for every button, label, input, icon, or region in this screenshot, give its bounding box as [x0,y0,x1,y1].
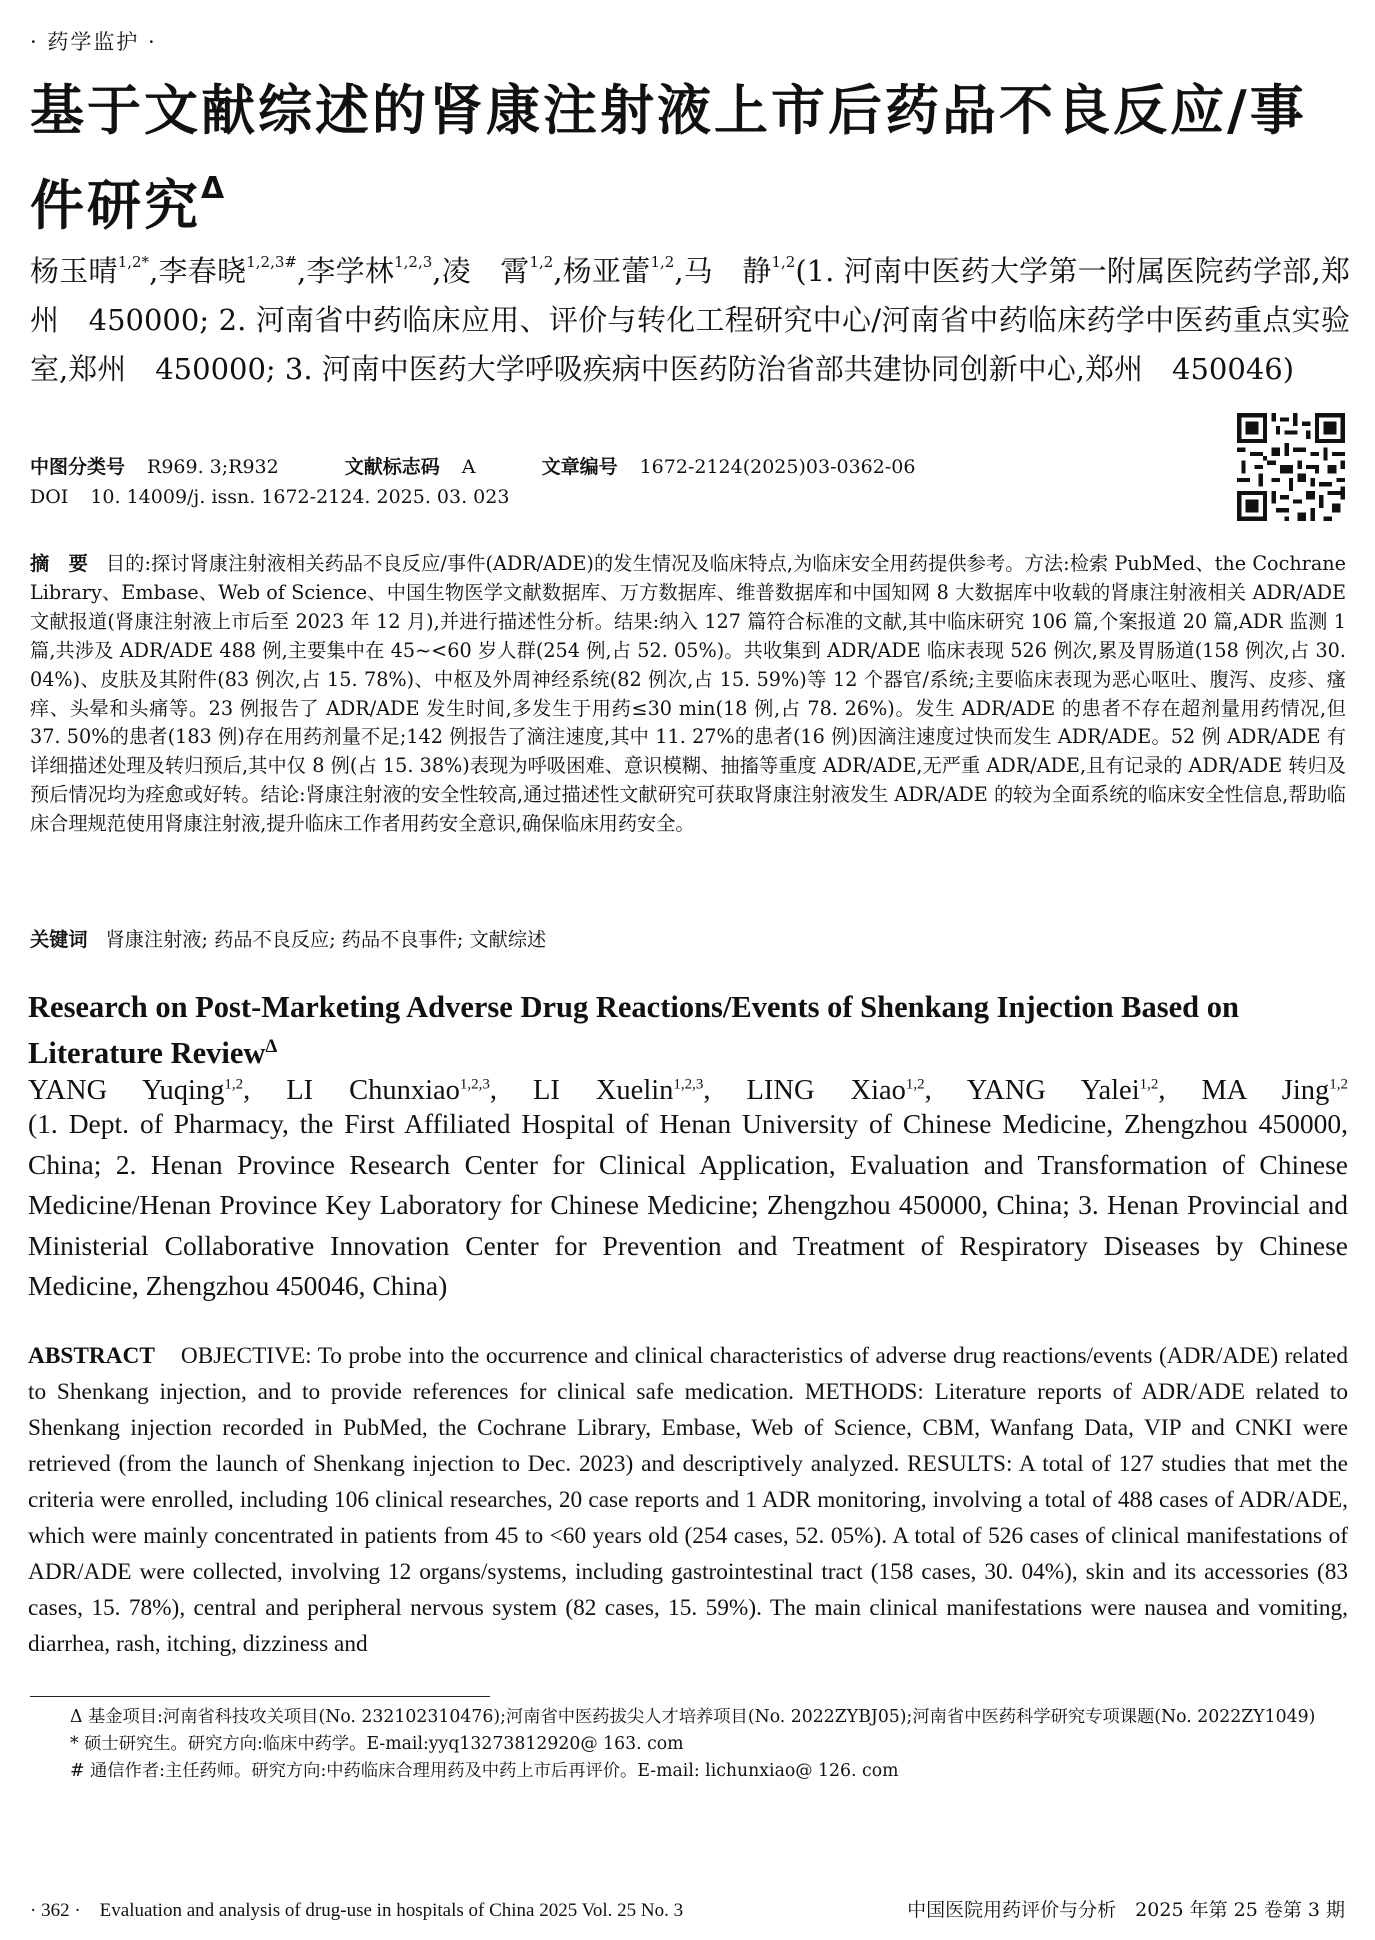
author [286,1075,490,1106]
author-name: LI Xuelin [533,1074,674,1106]
running-footer-left: · 362 · Evaluation and analysis of drug-use in hospitals of China 2025 Vol. 25 No. 3 [30,1900,684,1921]
doi-row [30,486,509,508]
footnote-funding: Δ 基金项目:河南省科技攻关项目(No. 232102310476);河南省中医药拔尖人才培养项目(No. 2022ZYBJ05);河南省中医药科学研究专项课题(No. 2022ZY1049) [70,1707,1316,1727]
author [747,1075,925,1106]
author-affiliation-mark: 1,2,3 [459,1076,490,1092]
author-name: LI Chunxiao [286,1074,460,1106]
classification-row [30,452,975,479]
author-affiliation-mark: 1,2,3# [246,253,297,271]
abstract-english-label: ABSTRACT [28,1343,155,1369]
author [684,254,796,288]
author [563,254,675,288]
author-list-chinese: 杨玉晴$^{1,2*}$,李春晓$^{1,2,3\#}$,李学林$^{1,2,3}$,凌 霄$^{1,2}$,杨亚蕾$^{1,2}$,马 静$^{1,2}$ [30,253,796,288]
abstract-english-text: OBJECTIVE: To probe into the occurrence and clinical characteristics of adverse drug reactions/events (ADR/ADE) related to Shenkang injection, and to provide references for clinical safe medication. METHODS: Literature reports of ADR/ADE related to Shenkang injection recorded in PubMed, the Cochrane Library, Embase, Web of Science, CBM, Wanfang Data, VIP and CNKI were retrieved (from the launch of Shenkang injection to Dec. 2023) and descriptively analyzed. RESULTS: A total of 127 studies that met the criteria were enrolled, including 106 clinical researches, 20 case reports and 1 ADR monitoring, involving a total of 488 cases of ADR/ADE, which were mainly concentrated in patients from 45 to <60 years old (254 cases, 52. 05%). A total of 526 cases of clinical manifestations of ADR/ADE were collected, involving 12 organs/systems, including gastrointestinal tract (158 cases, 30. 04%), skin and its accessories (83 cases, 15. 78%), central and peripheral nervous system (82 cases, 15. 59%). The main clinical manifestations were nausea and vomiting, diarrhea, rash, itching, dizziness and [28,1343,1348,1657]
author [158,254,297,288]
title-english-text: Research on Post-Marketing Adverse Drug Reactions/Events of Shenkang Injection Based on Literature Review [28,990,1239,1071]
authors-chinese [30,238,1350,394]
authors-english: YANG Yuqing$^{1,2}$, LI Chunxiao$^{1,2,3}$, LI Xuelin$^{1,2,3}$, LING Xiao$^{1,2}$, YANG Yalei$^{1,2}$, MA Jing$^{1,2}$ [28,1074,1349,1106]
author-name: 马 静 [683,254,772,288]
author [967,1075,1159,1106]
author-name: LING Xiao [746,1074,906,1106]
footnote-divider [30,1696,490,1697]
abstract-chinese-label: 摘 要 [30,552,88,575]
clc-label: 中图分类号 [30,456,126,478]
author-name: 李学林 [306,254,395,288]
author-affiliation-mark: 1,2,3 [673,1076,704,1092]
title-chinese-text: 基于文献综述的肾康注射液上市后药品不良反应/事件研究 [30,79,1307,237]
author-affiliation-mark: 1,2 [224,1076,244,1092]
author-name: 杨亚蕾 [562,254,651,288]
title-english-footnote-mark: Δ [265,1036,278,1057]
keywords-chinese [30,925,1346,952]
author-affiliation-mark: 1,2 [1139,1076,1159,1092]
footnotes [30,1704,1346,1785]
doi-label: DOI [30,486,69,508]
abstract-english [28,1338,1348,1662]
author-affiliation-mark: 1,2 [650,253,675,271]
affiliations-chinese: (1. 河南中医药大学第一附属医院药学部,郑州 450000; 2. 河南省中药临床应用、评价与转化工程研究中心/河南省中药临床药学中医药重点实验室,郑州 450000; 3. 河南中医药大学呼吸疾病中医药防治省部共建协同创新中心,郑州 450046) [30,254,1350,386]
author-affiliation-mark: 1,2 [529,253,554,271]
author-name: 凌 霄 [441,254,530,288]
clc-value: R969. 3;R932 [147,456,279,478]
author [442,254,554,288]
article-number-value: 1672-2124(2025)03-0362-06 [639,456,916,478]
author-affiliation-mark: 1,2 [771,253,796,271]
article-number-label: 文章编号 [541,456,618,478]
document-code-value: A [461,456,476,478]
title-chinese-footnote-mark: Δ [201,171,228,206]
author-name: YANG Yalei [966,1074,1140,1106]
abstract-chinese-text: 目的:探讨肾康注射液相关药品不良反应/事件(ADR/ADE)的发生情况及临床特点,为临床安全用药提供参考。方法:检索 PubMed、the Cochrane Library、Embase、Web of Science、中国生物医学文献数据库、万方数据库、维普数据库和中国知网 8 大数据库中收载的肾康注射液相关 ADR/ADE 文献报道(肾康注射液上市后至 2023 年 12 月),并进行描述性分析。结果:纳入 127 篇符合标准的文献,其中临床研究 106 篇,个案报道 20 篇,ADR 监测 1 篇,共涉及 ADR/ADE 488 例,主要集中在 45~<60 岁人群(254 例,占 52. 05%)。共收集到 ADR/ADE 临床表现 526 例次,累及胃肠道(158 例次,占 30. 04%)、皮肤及其附件(83 例次,占 15. 78%)、中枢及外周神经系统(82 例次,占 15. 59%)等 12 个器官/系统;主要临床表现为恶心呕吐、腹泻、皮疹、瘙痒、头晕和头痛等。23 例报告了 ADR/ADE 发生时间,多发生于用药≤30 min(18 例,占 78. 26%)。发生 ADR/ADE 的患者不存在超剂量用药情况,但 37. 50%的患者(183 例)存在用药剂量不足;142 例报告了滴注速度,其中 11. 27%的患者(16 例)因滴注速度过快而发生 ADR/ADE。52 例 ADR/ADE 有详细描述处理及转归预后,其中仅 8 例(占 15. 38%)表现为呼吸困难、意识模糊、抽搐等重度 ADR/ADE,无严重 ADR/ADE,且有记录的 ADR/ADE 转归及预后情况均为痊愈或好转。结论:肾康注射液的安全性较高,通过描述性文献研究可获取肾康注射液发生 ADR/ADE 的较为全面系统的临床安全性信息,帮助临床合理规范使用肾康注射液,提升临床工作者用药安全意识,确保临床用药安全。 [30,552,1347,836]
author [533,1075,703,1106]
author [306,254,432,288]
author-affiliation-mark: 1,2* [117,253,150,271]
keywords-chinese-label: 关键词 [30,928,88,951]
running-footer-right: 中国医院用药评价与分析 2025 年第 25 卷第 3 期 [907,1899,1345,1921]
author-affiliation-mark: 1,2 [905,1076,925,1092]
qr-code-icon[interactable] [1237,413,1345,521]
author [28,1075,243,1106]
author-name: YANG Yuqing [28,1074,225,1106]
document-code-label: 文献标志码 [344,456,440,478]
author-name: MA Jing [1201,1074,1330,1106]
author-affiliation-mark: 1,2 [1329,1076,1349,1092]
title-chinese [30,72,1350,245]
doi-value: 10. 14009/j. issn. 1672-2124. 2025. 03. 023 [90,486,510,508]
author [30,254,149,288]
abstract-chinese [30,550,1346,839]
column-tag: · 药学监护 · [30,30,157,54]
author [1201,1075,1348,1106]
footnote-corresponding-author: # 通信作者:主任药师。研究方向:中药临床合理用药及中药上市后再评价。E-mail: lichunxiao@ 126. com [70,1761,899,1781]
title-english [28,987,1348,1073]
affiliations-english: (1. Dept. of Pharmacy, the First Affiliated Hospital of Henan University of Chinese Medicine, Zhengzhou 450000, China; 2. Henan Province Research Center for Clinical Application, Evaluation and Transformation of Chinese Medicine/Henan Province Key Laboratory for Chinese Medicine; Zhengzhou 450000, China; 3. Henan Provincial and Ministerial Collaborative Innovation Center for Prevention and Treatment of Respiratory Diseases by Chinese Medicine, Zhengzhou 450046, China) [28,1108,1348,1301]
author-name: 李春晓 [158,254,247,288]
author-name: 杨玉晴 [30,254,118,288]
keywords-chinese-text: 肾康注射液; 药品不良反应; 药品不良事件; 文献综述 [105,928,547,951]
author-affiliation-mark: 1,2,3 [394,253,433,271]
footnote-first-author: * 硕士研究生。研究方向:临床中药学。E-mail:yyq13273812920@ 163. com [70,1734,684,1754]
